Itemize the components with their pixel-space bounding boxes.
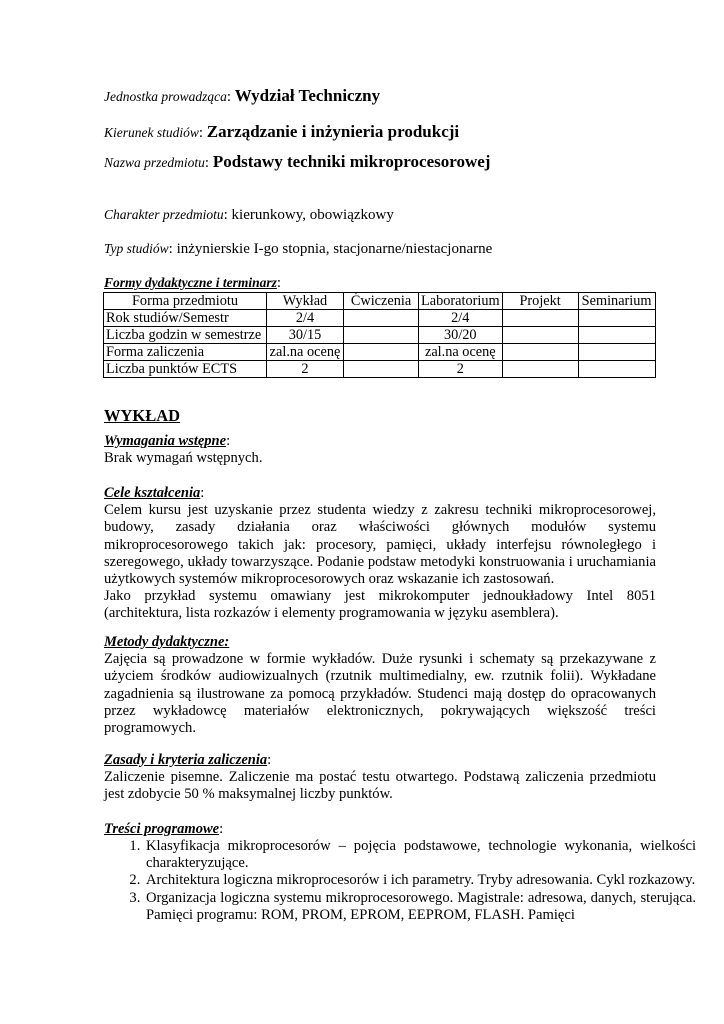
table-header-cell: Wykład [267,293,344,310]
jednostka-label: Jednostka prowadząca [104,89,227,104]
table-cell: Forma zaliczenia [104,344,267,361]
table-cell [502,327,578,344]
table-cell [344,327,419,344]
zasady-label: Zasady i kryteria zaliczenia [104,752,268,768]
forms-table [103,292,656,378]
table-row [104,310,656,327]
tresci-heading: Treści programowe: [104,821,224,837]
table-row [104,361,656,378]
table-header-cell: Ćwiczenia [344,293,419,310]
cele-block: Cele kształcenia: Celem kursu jest uzyskanie przez studenta wiedzy z zakresu techniki mikroprocesorowej, budowy, zasady działania oraz właściwości głównych modułów systemu mikroprocesorowego takich jak: procesory, pamięci, układy interfejsu równoległego i szeregowego, układy towarzyszące. Podanie podstaw metodyki konstruowania i uruchamiania użytkowych systemów mikroprocesorowych oraz wskazanie ich zastosowań. Jako przykład systemu omawiany jest mikrokomputer jednoukładowy Intel 8051 (architektura, lista rozkazów i elementy programowania w języku asemblera). [104,485,656,622]
table-cell [578,361,655,378]
cele-text-2: Jako przykład systemu omawiany jest mikrokomputer jednoukładowy Intel 8051 (architektura, lista rozkazów i elementy programowania w języku asemblera). [104,588,656,622]
tresci-list [104,838,696,924]
kierunek-value: Zarządzanie i inżynieria produkcji [206,122,460,141]
table-cell [578,344,655,361]
przedmiot-line: Nazwa przedmiotu: Podstawy techniki mikroprocesorowej [104,152,491,171]
cele-label: Cele kształcenia [104,485,201,501]
jednostka-line: Jednostka prowadząca: Wydział Techniczny [104,86,381,105]
typ-label: Typ studiów [104,241,169,256]
jednostka-value: Wydział Techniczny [234,86,381,105]
przedmiot-label: Nazwa przedmiotu [104,155,205,170]
zasady-text: Zaliczenie pisemne. Zaliczenie ma postać testu otwartego. Podstawą zaliczenia przedmiotu jest zdobycie 50 % maksymalnej liczby punktów. [104,769,656,803]
kierunek-line: Kierunek studiów: Zarządzanie i inżynieria produkcji [104,122,460,141]
zasady-block: Zasady i kryteria zaliczenia: Zaliczenie pisemne. Zaliczenie ma postać testu otwartego. Podstawą zaliczenia przedmiotu jest zdobycie 50 % maksymalnej liczby punktów. [104,752,656,803]
table-cell: Liczba punktów ECTS [104,361,267,378]
table-cell [344,310,419,327]
charakter-value: kierunkowy, obowiązkowy [231,207,394,223]
table-cell [502,344,578,361]
table-cell: Liczba godzin w semestrze [104,327,267,344]
table-row [104,344,656,361]
table-cell [502,361,578,378]
typ-line: Typ studiów: inżynierskie I-go stopnia, stacjonarne/niestacjonarne [104,241,493,257]
przedmiot-value: Podstawy techniki mikroprocesorowej [212,152,491,171]
metody-text: Zajęcia są prowadzone w formie wykładów. Duże rysunki i schematy są przekazywane z użyciem środków audiowizualnych (rzutnik multimedialny, ew. rzutnik folii). Wykładane zagadnienia są ilustrowane za pomocą przykładów. Studenci mają dostęp do opracowanych przez wykładowcę materiałów elektronicznych, pokrywających większość treści programowych. [104,651,656,737]
list-item: 1. Klasyfikacja mikroprocesorów – pojęcia podstawowe, technologie wykonania, wielkości charakteryzujące. [144,838,696,872]
wymagania-block: Wymagania wstępne: Brak wymagań wstępnych. [104,433,656,467]
table-cell: zal.na ocenę [419,344,503,361]
list-item: 3. Organizacja logiczna systemu mikroprocesorowego. Magistrale: adresowa, danych, sterująca. Pamięci programu: ROM, PROM, EPROM, EEPROM, FLASH. Pamięci [144,890,696,924]
table-row [104,327,656,344]
charakter-line: Charakter przedmiotu: kierunkowy, obowiązkowy [104,207,394,223]
table-header-cell: Laboratorium [419,293,503,310]
metody-block [104,634,656,737]
cele-text-1: Celem kursu jest uzyskanie przez studenta wiedzy z zakresu techniki mikroprocesorowej, budowy, zasady działania oraz właściwości głównych modułów systemu mikroprocesorowego takich jak: procesory, pamięci, układy interfejsu równoległego i szeregowego, układy towarzyszące. Podanie podstaw metodyki konstruowania i uruchamiania użytkowych systemów mikroprocesorowych oraz wskazanie ich zastosowań. [104,502,656,588]
table-cell [578,310,655,327]
table-cell [502,310,578,327]
table-cell: Rok studiów/Semestr [104,310,267,327]
table-cell: 2/4 [267,310,344,327]
formy-line: Formy dydaktyczne i terminarz: [104,275,282,291]
wymagania-label: Wymagania wstępne [104,433,227,449]
table-cell: 2 [419,361,503,378]
table-cell: 2 [267,361,344,378]
table-cell: zal.na ocenę [267,344,344,361]
table-cell: 30/15 [267,327,344,344]
typ-value: inżynierskie I-go stopnia, stacjonarne/niestacjonarne [176,241,493,257]
table-header-cell: Projekt [502,293,578,310]
tresci-label: Treści programowe [104,821,220,837]
list-item: 2. Architektura logiczna mikroprocesorów i ich parametry. Tryby adresowania. Cykl rozkazowy. [144,872,696,889]
table-header-row [104,293,656,310]
charakter-label: Charakter przedmiotu [104,207,224,222]
table-header-cell: Forma przedmiotu [104,293,267,310]
table-cell: 2/4 [419,310,503,327]
table-header-cell: Seminarium [578,293,655,310]
section-title-wyklad: WYKŁAD [104,406,181,425]
table-cell [578,327,655,344]
table-cell [344,361,419,378]
metody-label: Metody dydaktyczne: [104,634,230,650]
table-cell: 30/20 [419,327,503,344]
table-cell [344,344,419,361]
kierunek-label: Kierunek studiów [104,125,199,140]
formy-label: Formy dydaktyczne i terminarz [104,275,277,290]
wymagania-text: Brak wymagań wstępnych. [104,450,263,467]
